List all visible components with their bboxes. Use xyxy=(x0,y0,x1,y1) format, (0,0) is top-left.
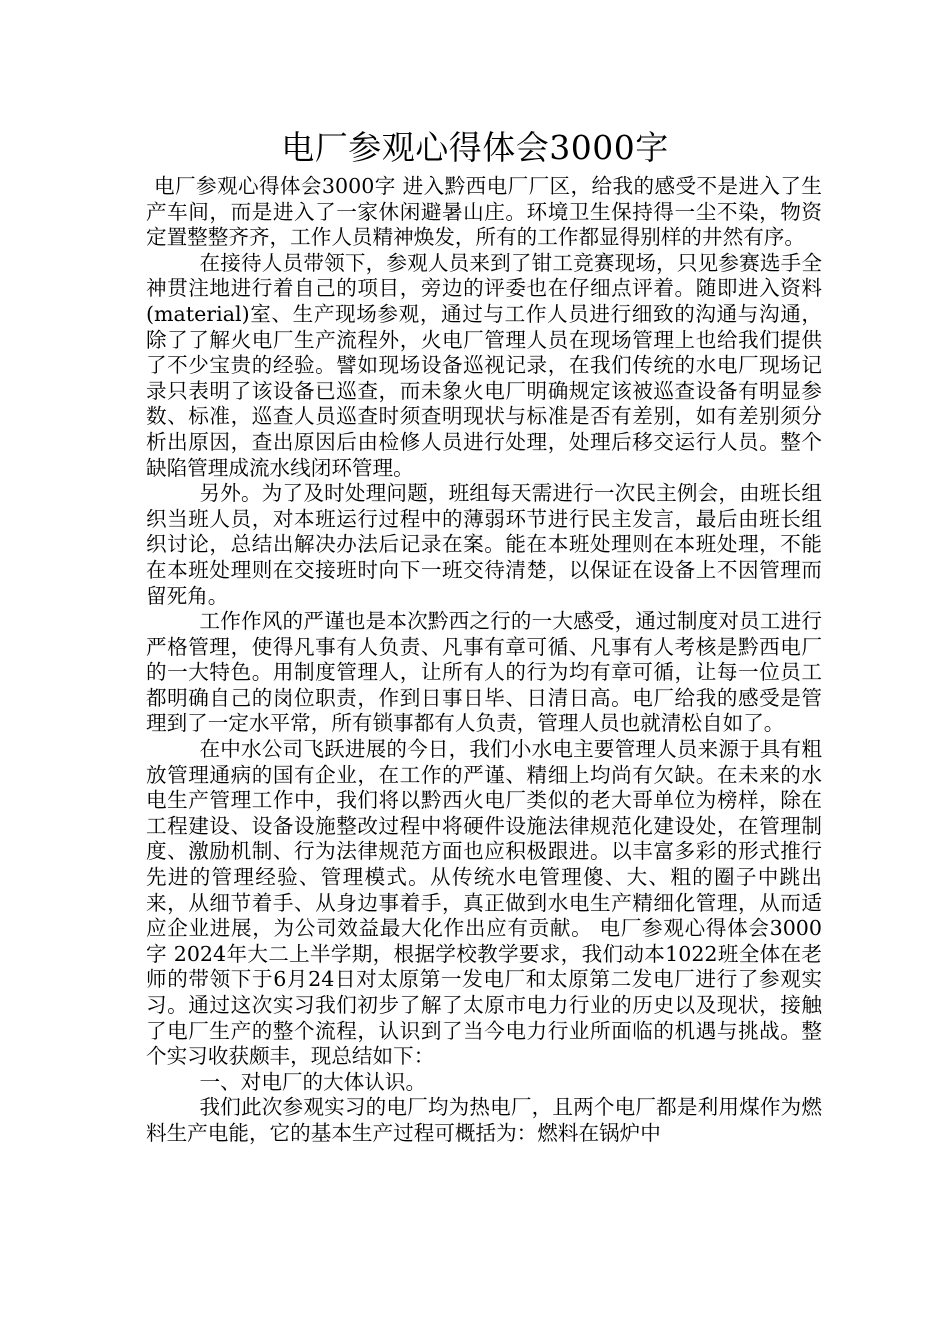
document-title: 电厂参观心得体会3000字 xyxy=(281,128,669,167)
paragraph-intro: 电厂参观心得体会3000字 进入黔西电厂厂区，给我的感受不是进入了生产车间，而是进入了一家休闲避暑山庄。环境卫生保持得一尘不染，物资定置整整齐齐，工作人员精神焕发，所有的工作都显得别样的井然有序。 xyxy=(146,174,822,250)
paragraph-power-plant-overview: 我们此次参观实习的电厂均为热电厂，且两个电厂都是利用煤作为燃料生产电能，它的基本生产过程可概括为：燃料在锅炉中 xyxy=(146,1095,822,1145)
paragraph-site-visit: 在接待人员带领下，参观人员来到了钳工竞赛现场，只见参赛选手全神贯注地进行着自己的项目，旁边的评委也在仔细点评着。随即进入资料(material)室、生产现场参观，通过与工作人员进行细致的沟通与沟通，除了了解火电厂生产流程外，火电厂管理人员在现场管理上也给我们提供了不少宝贵的经验。譬如现场设备巡视记录，在我们传统的水电厂现场记录只表明了该设备已巡查，而未象火电厂明确规定该被巡查设备有明显参数、标准，巡查人员巡查时须查明现状与标准是否有差别，如有差别须分析出原因，查出原因后由检修人员进行处理，处理后移交运行人员。整个缺陷管理成流水线闭环管理。 xyxy=(146,250,822,480)
paragraph-team-meeting: 另外。为了及时处理问题，班组每天需进行一次民主例会，由班长组织当班人员，对本班运行过程中的薄弱环节进行民主发言，最后由班长组织讨论，总结出解决办法后记录在案。能在本班处理则在本班处理，不能在本班处理则在交接班时向下一班交待清楚，以保证在设备上不因管理而留死角。 xyxy=(146,481,822,608)
section-heading-overview: 一、对电厂的大体认识。 xyxy=(199,1069,427,1094)
paragraph-work-style: 工作作风的严谨也是本次黔西之行的一大感受，通过制度对员工进行严格管理，使得凡事有人负责、凡事有章可循、凡事有人考核是黔西电厂的一大特色。用制度管理人，让所有人的行为均有章可循，让每一位员工都明确自己的岗位职责，作到日事日毕、日清日高。电厂给我的感受是管理到了一定水平常，所有锁事都有人负责，管理人员也就清松自如了。 xyxy=(146,609,822,736)
paragraph-company-development: 在中水公司飞跃进展的今日，我们小水电主要管理人员来源于具有粗放管理通病的国有企业，在工作的严谨、精细上均尚有欠缺。在未来的水电生产管理工作中，我们将以黔西火电厂类似的老大哥单位为榜样，除在工程建设、设备设施整改过程中将硬件设施法律规范化建设处，在管理制度、激励机制、行为法律规范方面也应积极跟进。以丰富多彩的形式推行先进的管理经验、管理模式。从传统水电管理傻、大、粗的圈子中跳出来，从细节着手、从身边事着手，真正做到水电生产精细化管理，从而适应企业进展，为公司效益最大化作出应有贡献。 电厂参观心得体会3000字 2024年大二上半学期，根据学校教学要求，我们动本1022班全体在老师的带领下于6月24日对太原第一发电厂和太原第二发电厂进行了参观实习。通过这次实习我们初步了解了太原市电力行业的历史以及现状，接触了电厂生产的整个流程，认识到了当今电力行业所面临的机遇与挑战。整个实习收获颇丰，现总结如下： xyxy=(146,737,822,1069)
document-body xyxy=(146,174,822,1147)
